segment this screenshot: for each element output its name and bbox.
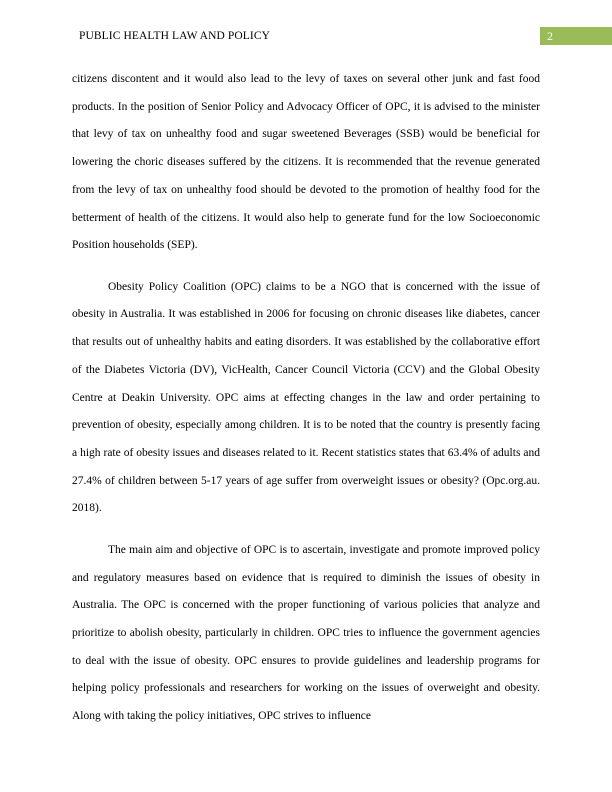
page-number: 2 xyxy=(547,29,553,43)
running-head: PUBLIC HEALTH LAW AND POLICY xyxy=(79,30,270,42)
paragraph-opc-aims: The main aim and objective of OPC is to ascertain, investigate and promote improved policy and regulatory measures based on evidence that is required to diminish the issues of obesity in Australia. The OPC is concerned with the proper functioning of various policies that analyze and prioritize to abolish obesity, particularly in children. OPC tries to influence the government agencies to deal with the issue of obesity. OPC ensures to provide guidelines and leadership programs for helping policy professionals and researchers for working on the issues of overweight and obesity. Along with taking the policy initiatives, OPC strives to influence xyxy=(72,543,540,723)
paragraph-opc-background: Obesity Policy Coalition (OPC) claims to be a NGO that is concerned with the issue of obesity in Australia. It was established in 2006 for focusing on chronic diseases like diabetes, cancer that results out of unhealthy habits and eating disorders. It was established by the collaborative effort of the Diabetes Victoria (DV), VicHealth, Cancer Council Victoria (CCV) and the Global Obesity Centre at Deakin University. OPC aims at effecting changes in the law and order pertaining to prevention of obesity, especially among children. It is to be noted that the country is presently facing a high rate of obesity issues and diseases related to it. Recent statistics states that 63.4% of adults and 27.4% of children between 5-17 years of age suffer from overweight issues or obesity? (Opc.org.au. 2018). xyxy=(72,280,540,515)
body-text xyxy=(72,66,540,745)
page-number-badge xyxy=(540,27,612,45)
paragraph-continuation: citizens discontent and it would also lead to the levy of taxes on several other junk and fast food products. In the position of Senior Policy and Advocacy Officer of OPC, it is advised to the minister that levy of tax on unhealthy food and sugar sweetened Beverages (SSB) would be beneficial for lowering the choric diseases suffered by the citizens. It is recommended that the revenue generated from the levy of tax on unhealthy food should be devoted to the promotion of healthy food for the betterment of health of the citizens. It would also help to generate fund for the low Socioeconomic Position households (SEP). xyxy=(72,73,540,252)
